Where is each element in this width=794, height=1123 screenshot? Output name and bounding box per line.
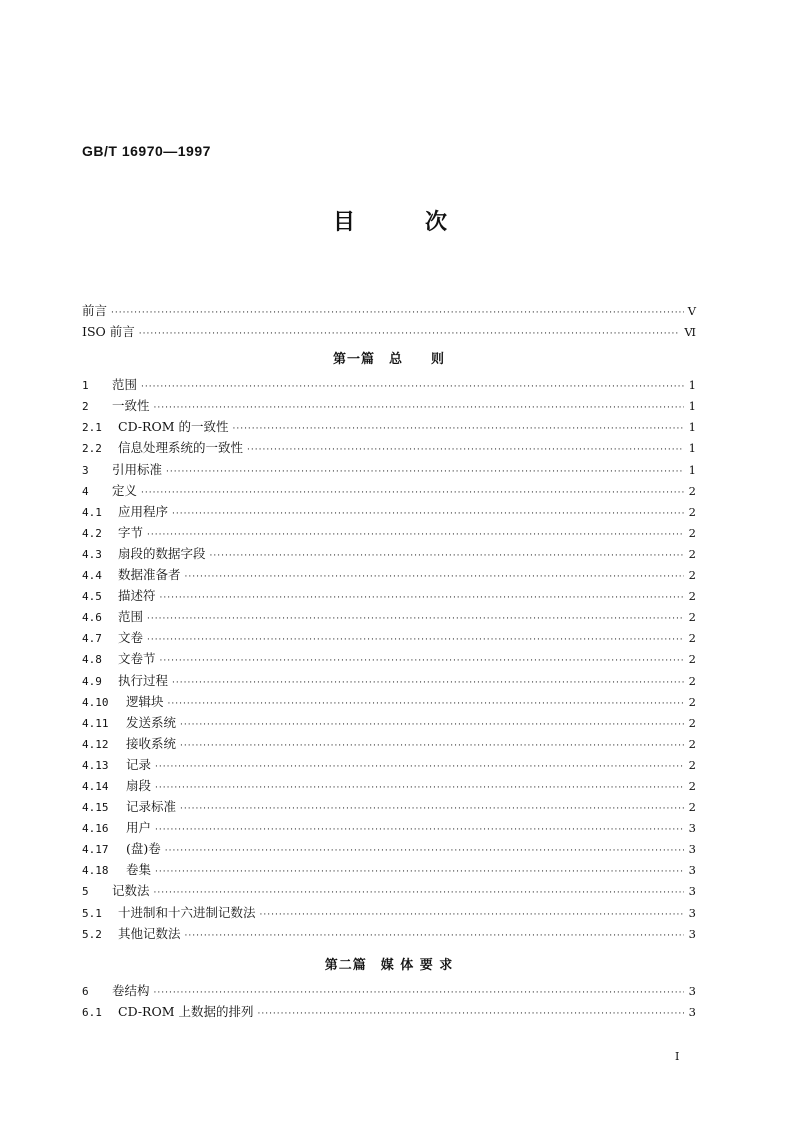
toc-entry-text: 应用程序 (118, 503, 169, 519)
toc-entry[interactable] (82, 670, 696, 691)
toc-entry-text: 卷集 (126, 862, 152, 878)
toc-entry[interactable] (82, 501, 696, 522)
toc-entry-text: 字节 (118, 524, 144, 540)
toc-entry-label (82, 543, 206, 565)
toc-entry-page: 2 (688, 483, 696, 498)
toc-entry[interactable] (82, 395, 696, 416)
toc-entry-number: 4.16 (82, 822, 109, 836)
footer-page-number: Ⅰ (675, 1050, 680, 1063)
toc-entry-page: 2 (688, 589, 696, 604)
leader-dots (232, 419, 684, 440)
toc-title-char-2: 次 (425, 210, 448, 235)
toc-entry-iso-foreword[interactable] (82, 321, 696, 342)
toc-entry-page: 2 (688, 504, 696, 519)
toc-entry-number: 3 (82, 463, 89, 477)
part-1-entries (82, 374, 696, 944)
toc-entry[interactable] (82, 374, 696, 395)
toc-entry-text: 扇段 (126, 777, 152, 793)
toc-entry-page: 1 (688, 420, 696, 435)
toc-entry-page: 2 (688, 631, 696, 646)
toc-entry-label (82, 437, 243, 459)
toc-entry-page: 1 (688, 441, 696, 456)
toc-entry-text: 数据准备者 (118, 567, 181, 583)
leader-dots (154, 398, 684, 419)
leader-dots (165, 841, 684, 862)
toc-entry-text: 接收系统 (126, 735, 177, 751)
leader-dots (210, 546, 684, 567)
toc-entry-number: 6 (82, 984, 89, 998)
standard-code: GB/T 16970—1997 (82, 143, 211, 159)
toc-entry-number: 2.1 (82, 421, 102, 435)
toc-entry[interactable] (82, 859, 696, 880)
toc-entry-number: 4.12 (82, 737, 109, 751)
leader-dots (172, 673, 684, 694)
toc-entry-number: 4.1 (82, 505, 102, 519)
leader-dots (180, 799, 684, 820)
toc-entry-label (82, 395, 150, 417)
toc-entry-number: 1 (82, 379, 89, 393)
toc-entry-text: CD-ROM 上数据的排列 (118, 1003, 254, 1019)
toc-entry-page: 1 (688, 462, 696, 477)
toc-entry-number: 4.3 (82, 547, 102, 561)
toc-entry-page: 2 (688, 694, 696, 709)
toc-entry-text: 记录 (126, 756, 152, 772)
toc-entry-number: 4.5 (82, 590, 102, 604)
toc-entry-number: 5.1 (82, 906, 102, 920)
toc-entry-label (82, 627, 143, 649)
toc-entry-page: 1 (688, 399, 696, 414)
toc-entry-label (82, 923, 181, 945)
leader-dots (160, 651, 684, 672)
toc-entry-number: 4.6 (82, 611, 102, 625)
toc-entry-label (82, 670, 168, 692)
toc-entry-page: Ⅵ (684, 325, 696, 340)
toc-entry-number: 2 (82, 400, 89, 414)
toc-entry-label (82, 902, 256, 924)
toc-entry-text: 一致性 (112, 398, 150, 414)
toc-entry-text: (盘)卷 (126, 841, 161, 857)
toc-entry-text: 信息处理系统的一致性 (118, 440, 244, 456)
toc-entry-label (82, 754, 151, 776)
toc-entry-number: 4.4 (82, 569, 102, 583)
toc-entry[interactable] (82, 522, 696, 543)
toc-entry-number: 4.11 (82, 716, 109, 730)
toc-entry[interactable] (82, 733, 696, 754)
toc-entry-page: 2 (688, 652, 696, 667)
toc-entry-number: 2.2 (82, 442, 102, 456)
toc-title (0, 205, 794, 235)
toc-entry[interactable] (82, 880, 696, 901)
leader-dots (185, 567, 684, 588)
toc-entry[interactable] (82, 691, 696, 712)
toc-entry-label (82, 416, 228, 438)
leader-dots (247, 440, 684, 461)
toc-entry[interactable] (82, 838, 696, 859)
leader-dots (180, 715, 684, 736)
toc-entry-label (82, 606, 143, 628)
toc-entry[interactable] (82, 817, 696, 838)
leader-dots (141, 483, 684, 504)
toc-entry-number: 4.18 (82, 864, 109, 878)
toc-entry[interactable] (82, 543, 696, 564)
toc-entry-label (82, 838, 161, 860)
part-2-heading: 第二篇 媒 体 要 求 (324, 957, 454, 973)
toc-entry-label (82, 585, 156, 607)
leader-dots (155, 862, 684, 883)
toc-entry-foreword[interactable] (82, 300, 696, 321)
toc-entry-text: 定义 (112, 482, 138, 498)
toc-entry-page: 2 (688, 715, 696, 730)
toc-entry-label (82, 564, 181, 586)
toc-entry-text: 扇段的数据字段 (118, 545, 206, 561)
toc-entry-text: 卷结构 (112, 982, 150, 998)
toc-entry-page: 2 (688, 736, 696, 751)
toc-entry-page: 1 (688, 378, 696, 393)
toc-entry-number: 4.7 (82, 632, 102, 646)
toc-entry[interactable] (82, 796, 696, 817)
toc-entry-page: 2 (688, 757, 696, 772)
toc-entry-number: 6.1 (82, 1005, 102, 1019)
toc-entry-text: 范围 (112, 377, 138, 393)
leader-dots (155, 820, 684, 841)
toc-entry-page: 3 (688, 884, 696, 899)
toc-entry[interactable] (82, 564, 696, 585)
toc-entry[interactable] (82, 775, 696, 796)
toc-entry-label (82, 817, 151, 839)
toc-entry-page: 3 (688, 905, 696, 920)
toc-entry[interactable] (82, 437, 696, 458)
toc-entry[interactable] (82, 980, 696, 1001)
leader-dots (185, 926, 684, 947)
toc-entry-text: CD-ROM 的一致性 (118, 419, 229, 435)
toc-entry-text: 文卷节 (118, 651, 156, 667)
leader-dots (260, 905, 684, 926)
toc-entry-number: 4.17 (82, 843, 109, 857)
toc-entry[interactable] (82, 712, 696, 733)
toc-entry-text: 十进制和十六进制记数法 (118, 904, 256, 920)
toc-entry[interactable] (82, 902, 696, 923)
toc-entry-label (82, 459, 162, 481)
toc-entry-page: 2 (688, 778, 696, 793)
toc-entry-text: 其他记数法 (118, 925, 181, 941)
toc-entry-number: 4.15 (82, 801, 109, 815)
toc-entry-text: 引用标准 (112, 461, 163, 477)
toc-entry-number: 4.10 (82, 695, 109, 709)
toc-entry-text: 描述符 (118, 588, 156, 604)
toc-entry[interactable] (82, 923, 696, 944)
toc-entry-label (82, 859, 151, 881)
toc-entry[interactable] (82, 1001, 696, 1022)
toc-entry-label (82, 880, 150, 902)
toc-entry-page: 3 (688, 1004, 696, 1019)
toc-entry-text: 逻辑块 (126, 693, 164, 709)
toc-entry-label (82, 980, 150, 1002)
toc-entry-page: 2 (688, 673, 696, 688)
toc-entry-text: 发送系统 (126, 714, 177, 730)
toc-entry[interactable] (82, 585, 696, 606)
toc-entry-label (82, 733, 176, 755)
leader-dots (147, 525, 684, 546)
toc-entry-label (82, 775, 151, 797)
toc-entry-number: 4.13 (82, 758, 109, 772)
toc-entry-page: 3 (688, 821, 696, 836)
toc-entry-text: 用户 (126, 820, 152, 836)
toc-entry-page: 3 (688, 983, 696, 998)
toc-entry-number: 5 (82, 885, 89, 899)
toc-entry-page: 2 (688, 800, 696, 815)
toc-entry-text: 范围 (118, 609, 144, 625)
toc-entry-label (82, 522, 143, 544)
leader-dots (155, 757, 684, 778)
leader-dots (172, 504, 684, 525)
toc-entry[interactable] (82, 627, 696, 648)
toc-entry[interactable] (82, 606, 696, 627)
toc-entry-number: 4.2 (82, 526, 102, 540)
toc-entry-label (82, 712, 176, 734)
leader-dots (155, 778, 684, 799)
toc-entry-number: 4.14 (82, 779, 109, 793)
toc-title-char-1: 目 (333, 210, 356, 235)
leader-dots (257, 1004, 684, 1025)
toc-entry-page: 2 (688, 568, 696, 583)
toc-entry-text: 执行过程 (118, 672, 169, 688)
toc-entry-page: 3 (688, 926, 696, 941)
toc-entry-text: 记录标准 (126, 799, 177, 815)
toc-entry-number: 4 (82, 484, 89, 498)
toc-entry[interactable] (82, 480, 696, 501)
toc-entry-page: 2 (688, 610, 696, 625)
table-of-contents (82, 300, 696, 1022)
toc-entry[interactable] (82, 416, 696, 437)
toc-entry-page: 3 (688, 863, 696, 878)
leader-dots (166, 462, 684, 483)
toc-entry-page: 2 (688, 546, 696, 561)
toc-entry-number: 4.9 (82, 674, 102, 688)
leader-dots (180, 736, 684, 757)
leader-dots (141, 377, 684, 398)
toc-entry[interactable] (82, 459, 696, 480)
toc-entry-label: 前言 (82, 303, 108, 318)
leader-dots (147, 609, 684, 630)
toc-entry-label (82, 374, 137, 396)
toc-entry-page: Ⅴ (687, 304, 696, 318)
toc-entry-number: 4.8 (82, 653, 102, 667)
toc-entry-page: 2 (688, 525, 696, 540)
toc-entry-label (82, 1001, 253, 1023)
leader-dots (168, 694, 684, 715)
toc-entry-label (82, 501, 168, 523)
toc-entry-page: 3 (688, 842, 696, 857)
part-1-heading: 第一篇 总 则 (332, 352, 445, 368)
part-2-entries (82, 980, 696, 1022)
toc-entry[interactable] (82, 754, 696, 775)
toc-entry-label (82, 796, 176, 818)
toc-entry[interactable] (82, 648, 696, 669)
leader-dots (147, 630, 684, 651)
leader-dots (160, 588, 684, 609)
toc-entry-text: 记数法 (112, 883, 150, 899)
leader-dots (111, 303, 684, 324)
toc-entry-label: ISO 前言 (82, 324, 135, 340)
toc-entry-text: 文卷 (118, 630, 144, 646)
toc-entry-label (82, 480, 137, 502)
toc-entry-label (82, 691, 164, 713)
toc-entry-label (82, 648, 156, 670)
toc-entry-number: 5.2 (82, 927, 102, 941)
